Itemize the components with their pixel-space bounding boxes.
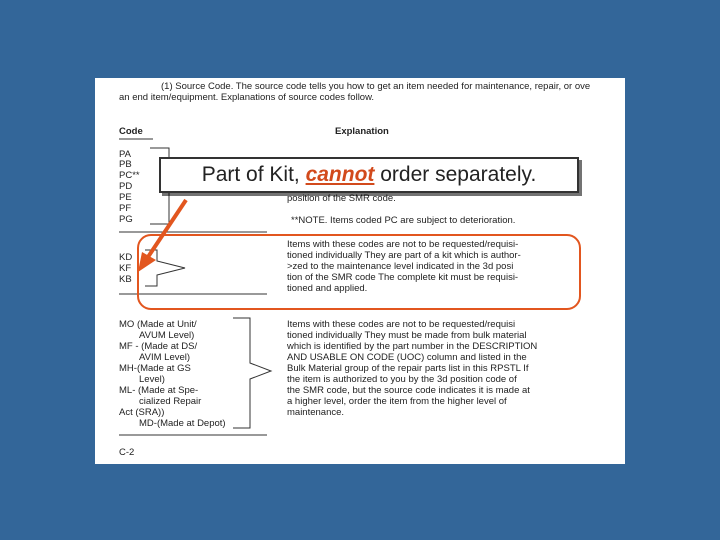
intro-line-2: an end item/equipment. Explanations of source codes follow. — [119, 92, 375, 103]
explanation-line: Items with these codes are not to be requested/requisi- — [287, 239, 519, 250]
code-row: PE — [119, 192, 132, 203]
code-row: Level) — [139, 374, 165, 385]
explanation-line: which is identified by the part number in the DESCRIPTION — [287, 341, 538, 352]
callout-prefix: Part of Kit, — [201, 163, 306, 186]
explanation-line: the item is authorized to you by the 3d position code of — [287, 374, 517, 385]
explanation-line: position of the SMR code. — [287, 193, 396, 204]
code-row: KF — [119, 263, 132, 274]
callout-emphasis: cannot — [305, 163, 375, 186]
code-row: MH-(Made at GS — [119, 363, 191, 374]
code-row: PG — [119, 214, 133, 225]
explanation-line: tion of the SMR code The complete kit must be requisi- — [287, 272, 519, 283]
explanation-line: tioned individually They must be made from bulk material — [287, 330, 527, 341]
explanation-line: a higher level, order the item from the higher level of — [287, 396, 507, 407]
callout-suffix: order separately. — [374, 163, 537, 186]
code-row: PB — [119, 159, 132, 170]
note-line: **NOTE. Items coded PC are subject to deterioration. — [291, 215, 516, 226]
code-row: MO (Made at Unit/ — [119, 319, 197, 330]
code-row: AVIM Level) — [139, 352, 191, 363]
explanation-line: tioned individually They are part of a kit which is author- — [287, 250, 521, 261]
explanation-line: AND USABLE ON CODE (UOC) column and listed in the — [287, 352, 527, 363]
code-row: PA — [119, 149, 131, 160]
code-row: AVUM Level) — [139, 330, 195, 341]
column-header-explanation: Explanation — [335, 126, 389, 137]
code-row: KD — [119, 252, 133, 263]
explanation-line: the SMR code, but the source code indicates it is made at — [287, 385, 530, 396]
arrow-head — [138, 252, 156, 272]
code-row: KB — [119, 274, 132, 285]
explanation-line: Items with these codes are not to be requested/requisi — [287, 319, 516, 330]
explanation-line: Bulk Material group of the repair parts list in this RPSTL If — [287, 363, 529, 374]
page-number: C-2 — [119, 447, 135, 458]
callout-box — [159, 157, 579, 193]
explanation-line: maintenance. — [287, 407, 345, 418]
code-row: PF — [119, 203, 132, 214]
explanation-line: tioned and applied. — [287, 283, 368, 294]
code-row: PD — [119, 181, 133, 192]
code-row: Act (SRA)) — [119, 407, 165, 418]
code-row: cialized Repair — [139, 396, 202, 407]
code-row: MD-(Made at Depot) — [139, 418, 226, 429]
explanation-line: >zed to the maintenance level indicated in the 3d posi — [287, 261, 514, 272]
arrow-shaft — [146, 200, 186, 260]
code-row: PC** — [119, 170, 140, 181]
column-header-code: Code — [119, 126, 143, 137]
intro-line-1: (1) Source Code. The source code tells you how to get an item needed for maintenance, repair, or ove — [161, 81, 591, 92]
code-row: MF - (Made at DS/ — [119, 341, 198, 352]
code-row: ML- (Made at Spe- — [119, 385, 199, 396]
